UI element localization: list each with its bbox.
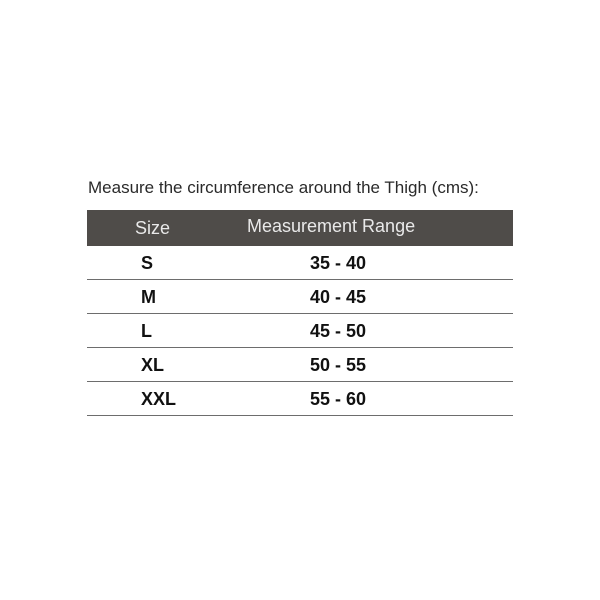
header-size: Size (135, 218, 171, 238)
table-row-xxl (87, 382, 513, 416)
range-cell: 55 - 60 (310, 389, 367, 409)
table-row-s (87, 246, 513, 280)
size-cell: XXL (141, 389, 177, 409)
table-row-m (87, 280, 513, 314)
range-cell: 45 - 50 (310, 321, 367, 341)
table-header (87, 210, 513, 246)
measurement-instruction: Measure the circumference around the Thigh (cms): (88, 178, 479, 197)
range-cell: 40 - 45 (310, 287, 367, 307)
table-row-xl (87, 348, 513, 382)
size-cell: M (141, 287, 156, 307)
range-cell: 35 - 40 (310, 253, 367, 273)
table-row-l (87, 314, 513, 348)
size-cell: L (141, 321, 152, 341)
range-cell: 50 - 55 (310, 355, 367, 375)
size-chart-table (87, 210, 513, 416)
size-cell: XL (141, 355, 165, 375)
size-cell: S (141, 253, 154, 273)
header-measurement-range: Measurement Range (247, 216, 416, 236)
